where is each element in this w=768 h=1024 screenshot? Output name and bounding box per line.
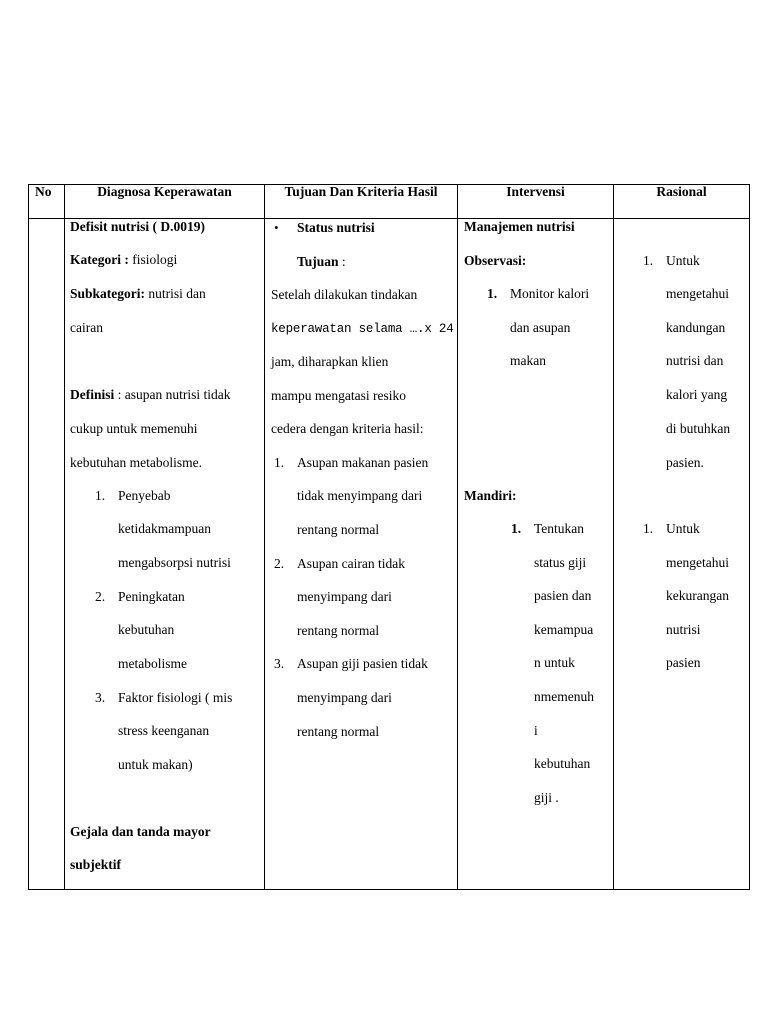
list-number: 2. — [274, 556, 285, 571]
tujuan-text: keperawatan selama ….x 24 — [271, 322, 454, 336]
list-item-text: i — [534, 723, 538, 738]
tujuan-text: mampu mengatasi resiko — [271, 388, 406, 403]
definisi-text: cukup untuk memenuhi — [70, 421, 198, 436]
list-item-text: Asupan cairan tidak — [297, 556, 405, 571]
list-item-text: kandungan — [666, 320, 726, 335]
gejala-heading: subjektif — [70, 857, 122, 872]
list-item-text: Peningkatan — [118, 589, 185, 604]
list-item-text: di butuhkan — [666, 421, 731, 436]
list-item-text: rentang normal — [297, 724, 380, 739]
tujuan-text: cedera dengan kriteria hasil: — [271, 421, 424, 436]
list-item-text: kemampua — [534, 622, 594, 637]
intervensi-title: Manajemen nutrisi — [464, 219, 575, 234]
list-item-text: mengetahui — [666, 286, 729, 301]
list-item-text: n untuk — [534, 655, 575, 670]
list-item-text: mengetahui — [666, 555, 729, 570]
column-divider — [64, 184, 65, 890]
bullet-icon: • — [274, 220, 279, 235]
definisi-text: kebutuhan metabolisme. — [70, 455, 202, 470]
list-item-text: pasien — [666, 655, 701, 670]
list-item-text: ketidakmampuan — [118, 521, 211, 536]
list-item-text: mengabsorpsi nutrisi — [118, 555, 231, 570]
status-nutrisi-label: Status nutrisi — [297, 220, 375, 235]
list-item-text: pasien. — [666, 455, 704, 470]
header-rasional: Rasional — [656, 184, 707, 199]
table-right-border — [749, 184, 750, 890]
list-item-text: kalori yang — [666, 387, 728, 402]
list-number: 1. — [274, 455, 285, 470]
list-item-text: dan asupan — [510, 320, 571, 335]
list-number: 1. — [643, 521, 654, 536]
list-item-text: kekurangan — [666, 588, 729, 603]
list-number: 2. — [95, 589, 106, 604]
gejala-heading: Gejala dan tanda mayor — [70, 824, 211, 839]
kategori-line: Kategori : fisiologi — [70, 252, 178, 267]
header-tujuan: Tujuan Dan Kriteria Hasil — [284, 184, 438, 199]
tujuan-text: Setelah dilakukan tindakan — [271, 287, 418, 302]
list-item-text: menyimpang dari — [297, 589, 392, 604]
header-intervensi: Intervensi — [506, 184, 565, 199]
list-item-text: untuk makan) — [118, 757, 193, 772]
list-item-text: nmemenuh — [534, 689, 594, 704]
list-item-text: Faktor fisiologi ( mis — [118, 690, 233, 705]
list-item-text: Monitor kalori — [510, 286, 590, 301]
list-item-text: Untuk — [666, 253, 700, 268]
list-number: 1. — [95, 488, 106, 503]
list-item-text: kebutuhan — [534, 756, 591, 771]
diagnosa-title: Defisit nutrisi ( D.0019) — [70, 219, 205, 234]
list-number: 1. — [487, 286, 498, 301]
list-item-text: pasien dan — [534, 588, 592, 603]
header-no: No — [35, 184, 52, 199]
list-item-text: metabolisme — [118, 656, 187, 671]
list-item-text: Untuk — [666, 521, 700, 536]
column-divider — [264, 184, 265, 890]
list-item-text: kebutuhan — [118, 622, 175, 637]
list-item-text: makan — [510, 353, 546, 368]
list-number: 1. — [643, 253, 654, 268]
column-divider — [457, 184, 458, 890]
tujuan-text: jam, diharapkan klien — [271, 354, 389, 369]
observasi-heading: Observasi: — [464, 253, 527, 268]
list-number: 1. — [511, 521, 522, 536]
list-item-text: tidak menyimpang dari — [297, 488, 423, 503]
subkategori-line: Subkategori: nutrisi dan — [70, 286, 206, 301]
table-bottom-border — [28, 889, 750, 890]
list-item-text: Asupan giji pasien tidak — [297, 656, 428, 671]
list-item-text: Penyebab — [118, 488, 171, 503]
table-left-border — [28, 184, 29, 890]
list-item-text: status giji — [534, 555, 587, 570]
list-item-text: menyimpang dari — [297, 690, 392, 705]
column-divider — [613, 184, 614, 890]
list-item-text: rentang normal — [297, 522, 380, 537]
list-item-text: nutrisi dan — [666, 353, 724, 368]
list-item-text: rentang normal — [297, 623, 380, 638]
header-diagnosa: Diagnosa Keperawatan — [97, 184, 232, 199]
subkategori-cont: cairan — [70, 320, 103, 335]
tujuan-label: Tujuan : — [297, 254, 346, 269]
list-item-text: nutrisi — [666, 622, 701, 637]
list-item-text: stress keenganan — [118, 723, 210, 738]
definisi-line: Definisi : asupan nutrisi tidak — [70, 387, 231, 402]
list-number: 3. — [274, 656, 285, 671]
list-item-text: Tentukan — [534, 521, 585, 536]
list-number: 3. — [95, 690, 106, 705]
mandiri-heading: Mandiri: — [464, 488, 517, 503]
list-item-text: Asupan makanan pasien — [297, 455, 429, 470]
list-item-text: giji . — [534, 790, 559, 805]
